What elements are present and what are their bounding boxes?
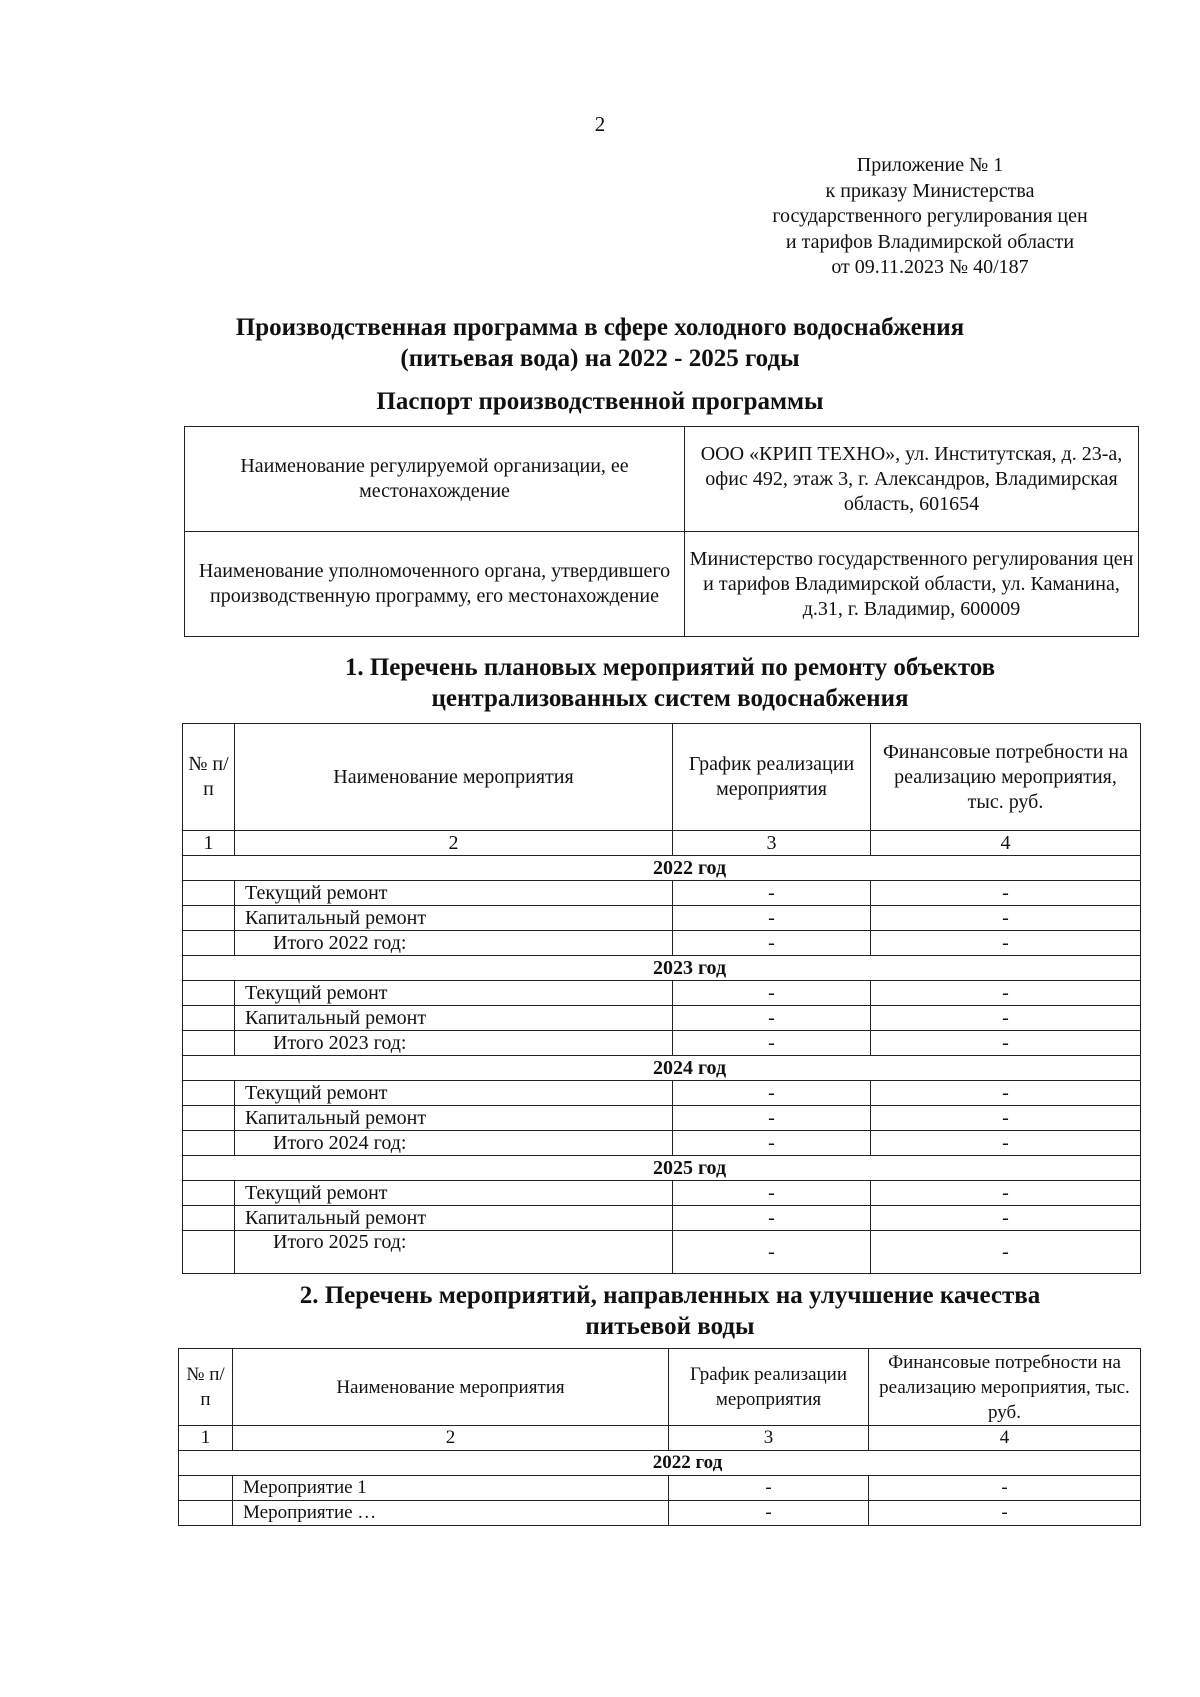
table-row (179, 1501, 1141, 1526)
total-label: Итого 2025 год: (235, 1231, 673, 1274)
schedule-cell: - (673, 1231, 871, 1274)
schedule-cell: - (669, 1476, 869, 1501)
year-row (183, 956, 1141, 981)
page-number: 2 (594, 112, 606, 136)
water-quality-table (178, 1348, 1141, 1526)
activity-name: Текущий ремонт (235, 1081, 673, 1106)
schedule-cell: - (669, 1501, 869, 1526)
row-number-cell (183, 881, 235, 906)
finance-cell: - (871, 1081, 1141, 1106)
row-number-cell (183, 1131, 235, 1156)
row-number-cell (179, 1501, 233, 1526)
column-number: 4 (869, 1426, 1141, 1451)
table-header-row (179, 1349, 1141, 1426)
row-number-cell (183, 981, 235, 1006)
total-label: Итого 2023 год: (235, 1031, 673, 1056)
appendix-line: и тарифов Владимирской области (785, 230, 1075, 253)
table-row (185, 532, 1139, 637)
activity-name: Текущий ремонт (235, 881, 673, 906)
year-row (183, 856, 1141, 881)
finance-cell: - (871, 906, 1141, 931)
column-header: № п/п (179, 1349, 233, 1426)
passport-value: ООО «КРИП ТЕХНО», ул. Институтская, д. 23-а, офис 492, этаж 3, г. Александров, Владимирская область, 601654 (685, 427, 1139, 532)
schedule-cell: - (673, 1106, 871, 1131)
activity-name: Текущий ремонт (235, 1181, 673, 1206)
repair-plan-table (182, 723, 1141, 1274)
row-number-cell (183, 1206, 235, 1231)
activity-name: Капитальный ремонт (235, 1206, 673, 1231)
column-number: 2 (235, 831, 673, 856)
column-number: 3 (673, 831, 871, 856)
document-title (160, 312, 1040, 374)
schedule-cell: - (673, 1031, 871, 1056)
section1-title (220, 652, 1120, 714)
table-row (183, 981, 1141, 1006)
year-label: 2022 год (183, 856, 1141, 881)
finance-cell: - (871, 1231, 1141, 1274)
passport-value: Министерство государственного регулирования цен и тарифов Владимирской области, ул. Каманина, д.31, г. Владимир, 600009 (685, 532, 1139, 637)
appendix-note (720, 153, 1140, 281)
column-header: Финансовые потребности на реализацию мероприятия, тыс. руб. (871, 724, 1141, 831)
schedule-cell: - (673, 981, 871, 1006)
table-row (183, 1206, 1141, 1231)
column-header: Финансовые потребности на реализацию мероприятия, тыс. руб. (869, 1349, 1141, 1426)
year-row (179, 1451, 1141, 1476)
schedule-cell: - (673, 1081, 871, 1106)
finance-cell: - (871, 1131, 1141, 1156)
row-number-cell (183, 1006, 235, 1031)
finance-cell: - (871, 1031, 1141, 1056)
schedule-cell: - (673, 1131, 871, 1156)
activity-name: Текущий ремонт (235, 981, 673, 1006)
row-number-cell (183, 1181, 235, 1206)
year-label: 2025 год (183, 1156, 1141, 1181)
schedule-cell: - (673, 1006, 871, 1031)
passport-table (184, 426, 1139, 637)
row-number-cell (183, 1081, 235, 1106)
column-number: 3 (669, 1426, 869, 1451)
table-row (183, 1006, 1141, 1031)
table-row (185, 427, 1139, 532)
year-label: 2024 год (183, 1056, 1141, 1081)
finance-cell: - (871, 1206, 1141, 1231)
finance-cell: - (871, 1106, 1141, 1131)
document-title-line: Производственная программа в сфере холодного водоснабжения (235, 314, 965, 341)
column-header: График реализации мероприятия (669, 1349, 869, 1426)
year-label: 2023 год (183, 956, 1141, 981)
passport-heading: Паспорт производственной программы (376, 388, 824, 415)
year-row (183, 1156, 1141, 1181)
table-row (183, 1231, 1141, 1274)
appendix-line: от 09.11.2023 № 40/187 (831, 256, 1029, 278)
section-title-line: централизованных систем водоснабжения (431, 685, 909, 712)
total-label: Итого 2024 год: (235, 1131, 673, 1156)
column-number: 4 (871, 831, 1141, 856)
row-number-cell (183, 1231, 235, 1274)
column-number: 2 (233, 1426, 669, 1451)
finance-cell: - (871, 1006, 1141, 1031)
schedule-cell: - (673, 881, 871, 906)
row-number-cell (183, 906, 235, 931)
year-label: 2022 год (179, 1451, 1141, 1476)
activity-name: Мероприятие … (233, 1501, 669, 1526)
column-header: № п/п (183, 724, 235, 831)
column-header: Наименование мероприятия (235, 724, 673, 831)
table-header-row (183, 724, 1141, 831)
column-number-row (183, 831, 1141, 856)
appendix-line: к приказу Министерства (825, 179, 1035, 202)
finance-cell: - (871, 931, 1141, 956)
document-title-line: (питьевая вода) на 2022 - 2025 годы (400, 345, 800, 372)
table-row (183, 1081, 1141, 1106)
schedule-cell: - (673, 1181, 871, 1206)
passport-label: Наименование регулируемой организации, ее местонахождение (185, 427, 685, 532)
table-row (183, 906, 1141, 931)
row-number-cell (179, 1476, 233, 1501)
schedule-cell: - (673, 1206, 871, 1231)
appendix-line: государственного регулирования цен (772, 205, 1088, 227)
year-row (183, 1056, 1141, 1081)
table-row (179, 1476, 1141, 1501)
activity-name: Мероприятие 1 (233, 1476, 669, 1501)
activity-name: Капитальный ремонт (235, 1006, 673, 1031)
finance-cell: - (869, 1501, 1141, 1526)
table-row (183, 1031, 1141, 1056)
column-number: 1 (179, 1426, 233, 1451)
section-title-line: питьевой воды (585, 1313, 755, 1340)
table-row (183, 1106, 1141, 1131)
column-number: 1 (183, 831, 235, 856)
table-row (183, 881, 1141, 906)
column-header: Наименование мероприятия (233, 1349, 669, 1426)
table-row (183, 1131, 1141, 1156)
column-number-row (179, 1426, 1141, 1451)
table-row (183, 1181, 1141, 1206)
activity-name: Капитальный ремонт (235, 1106, 673, 1131)
appendix-line: Приложение № 1 (856, 154, 1004, 176)
activity-name: Капитальный ремонт (235, 906, 673, 931)
table-row (183, 931, 1141, 956)
finance-cell: - (871, 981, 1141, 1006)
row-number-cell (183, 931, 235, 956)
row-number-cell (183, 1031, 235, 1056)
passport-label: Наименование уполномоченного органа, утвердившего производственную программу, его местонахождение (185, 532, 685, 637)
finance-cell: - (871, 1181, 1141, 1206)
row-number-cell (183, 1106, 235, 1131)
total-label: Итого 2022 год: (235, 931, 673, 956)
schedule-cell: - (673, 931, 871, 956)
section-title-line: 2. Перечень мероприятий, направленных на улучшение качества (299, 1282, 1041, 1309)
finance-cell: - (871, 881, 1141, 906)
column-header: График реализации мероприятия (673, 724, 871, 831)
schedule-cell: - (673, 906, 871, 931)
finance-cell: - (869, 1476, 1141, 1501)
section-title-line: 1. Перечень плановых мероприятий по ремонту объектов (344, 654, 996, 681)
section2-title (220, 1280, 1120, 1342)
